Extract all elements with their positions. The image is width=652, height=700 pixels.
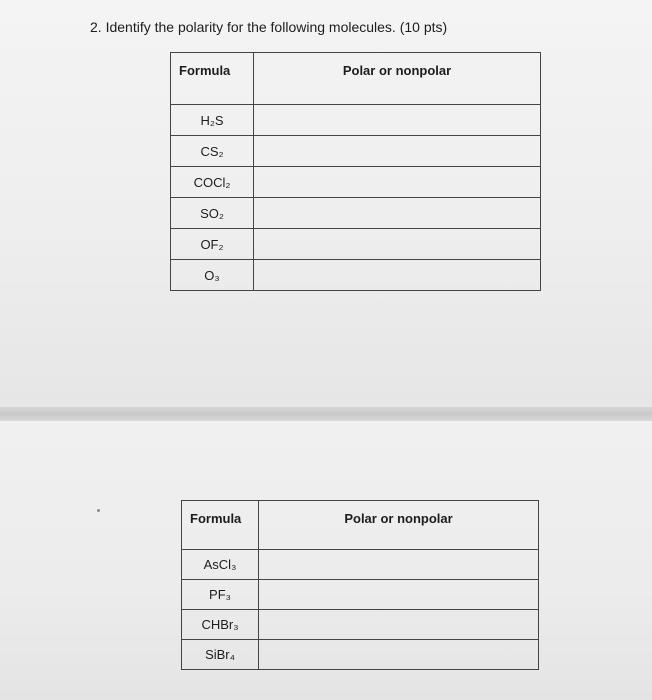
paper-speck	[97, 509, 100, 512]
table-row	[171, 198, 541, 229]
polarity-column-header: Polar or nonpolar	[259, 501, 539, 550]
table-row	[182, 580, 539, 610]
polarity-table-2	[181, 500, 539, 670]
formula-cell: PF₃	[182, 580, 259, 610]
answer-cell[interactable]	[259, 550, 539, 580]
polarity-table-1	[170, 52, 541, 291]
formula-cell: H₂S	[171, 105, 254, 136]
polarity-column-header: Polar or nonpolar	[254, 53, 541, 105]
table-row	[171, 136, 541, 167]
formula-cell: SiBr₄	[182, 640, 259, 670]
answer-cell[interactable]	[254, 136, 541, 167]
table-row	[171, 229, 541, 260]
table-row	[182, 550, 539, 580]
table-header-row	[182, 501, 539, 550]
table-row	[182, 640, 539, 670]
page-separator	[0, 407, 652, 421]
answer-cell[interactable]	[254, 167, 541, 198]
formula-cell: CHBr₃	[182, 610, 259, 640]
formula-cell: SO₂	[171, 198, 254, 229]
answer-cell[interactable]	[254, 229, 541, 260]
table-row	[171, 167, 541, 198]
answer-cell[interactable]	[254, 105, 541, 136]
table-row	[171, 105, 541, 136]
formula-cell: OF₂	[171, 229, 254, 260]
formula-cell: CS₂	[171, 136, 254, 167]
answer-cell[interactable]	[259, 580, 539, 610]
answer-cell[interactable]	[254, 260, 541, 291]
answer-cell[interactable]	[259, 610, 539, 640]
formula-column-header: Formula	[182, 501, 259, 550]
answer-cell[interactable]	[259, 640, 539, 670]
formula-cell: COCl₂	[171, 167, 254, 198]
formula-cell: AsCl₃	[182, 550, 259, 580]
formula-column-header: Formula	[171, 53, 254, 105]
question-text: 2. Identify the polarity for the following molecules. (10 pts)	[90, 19, 448, 35]
answer-cell[interactable]	[254, 198, 541, 229]
table-row	[182, 610, 539, 640]
table-header-row	[171, 53, 541, 105]
formula-cell: O₃	[171, 260, 254, 291]
table-row	[171, 260, 541, 291]
